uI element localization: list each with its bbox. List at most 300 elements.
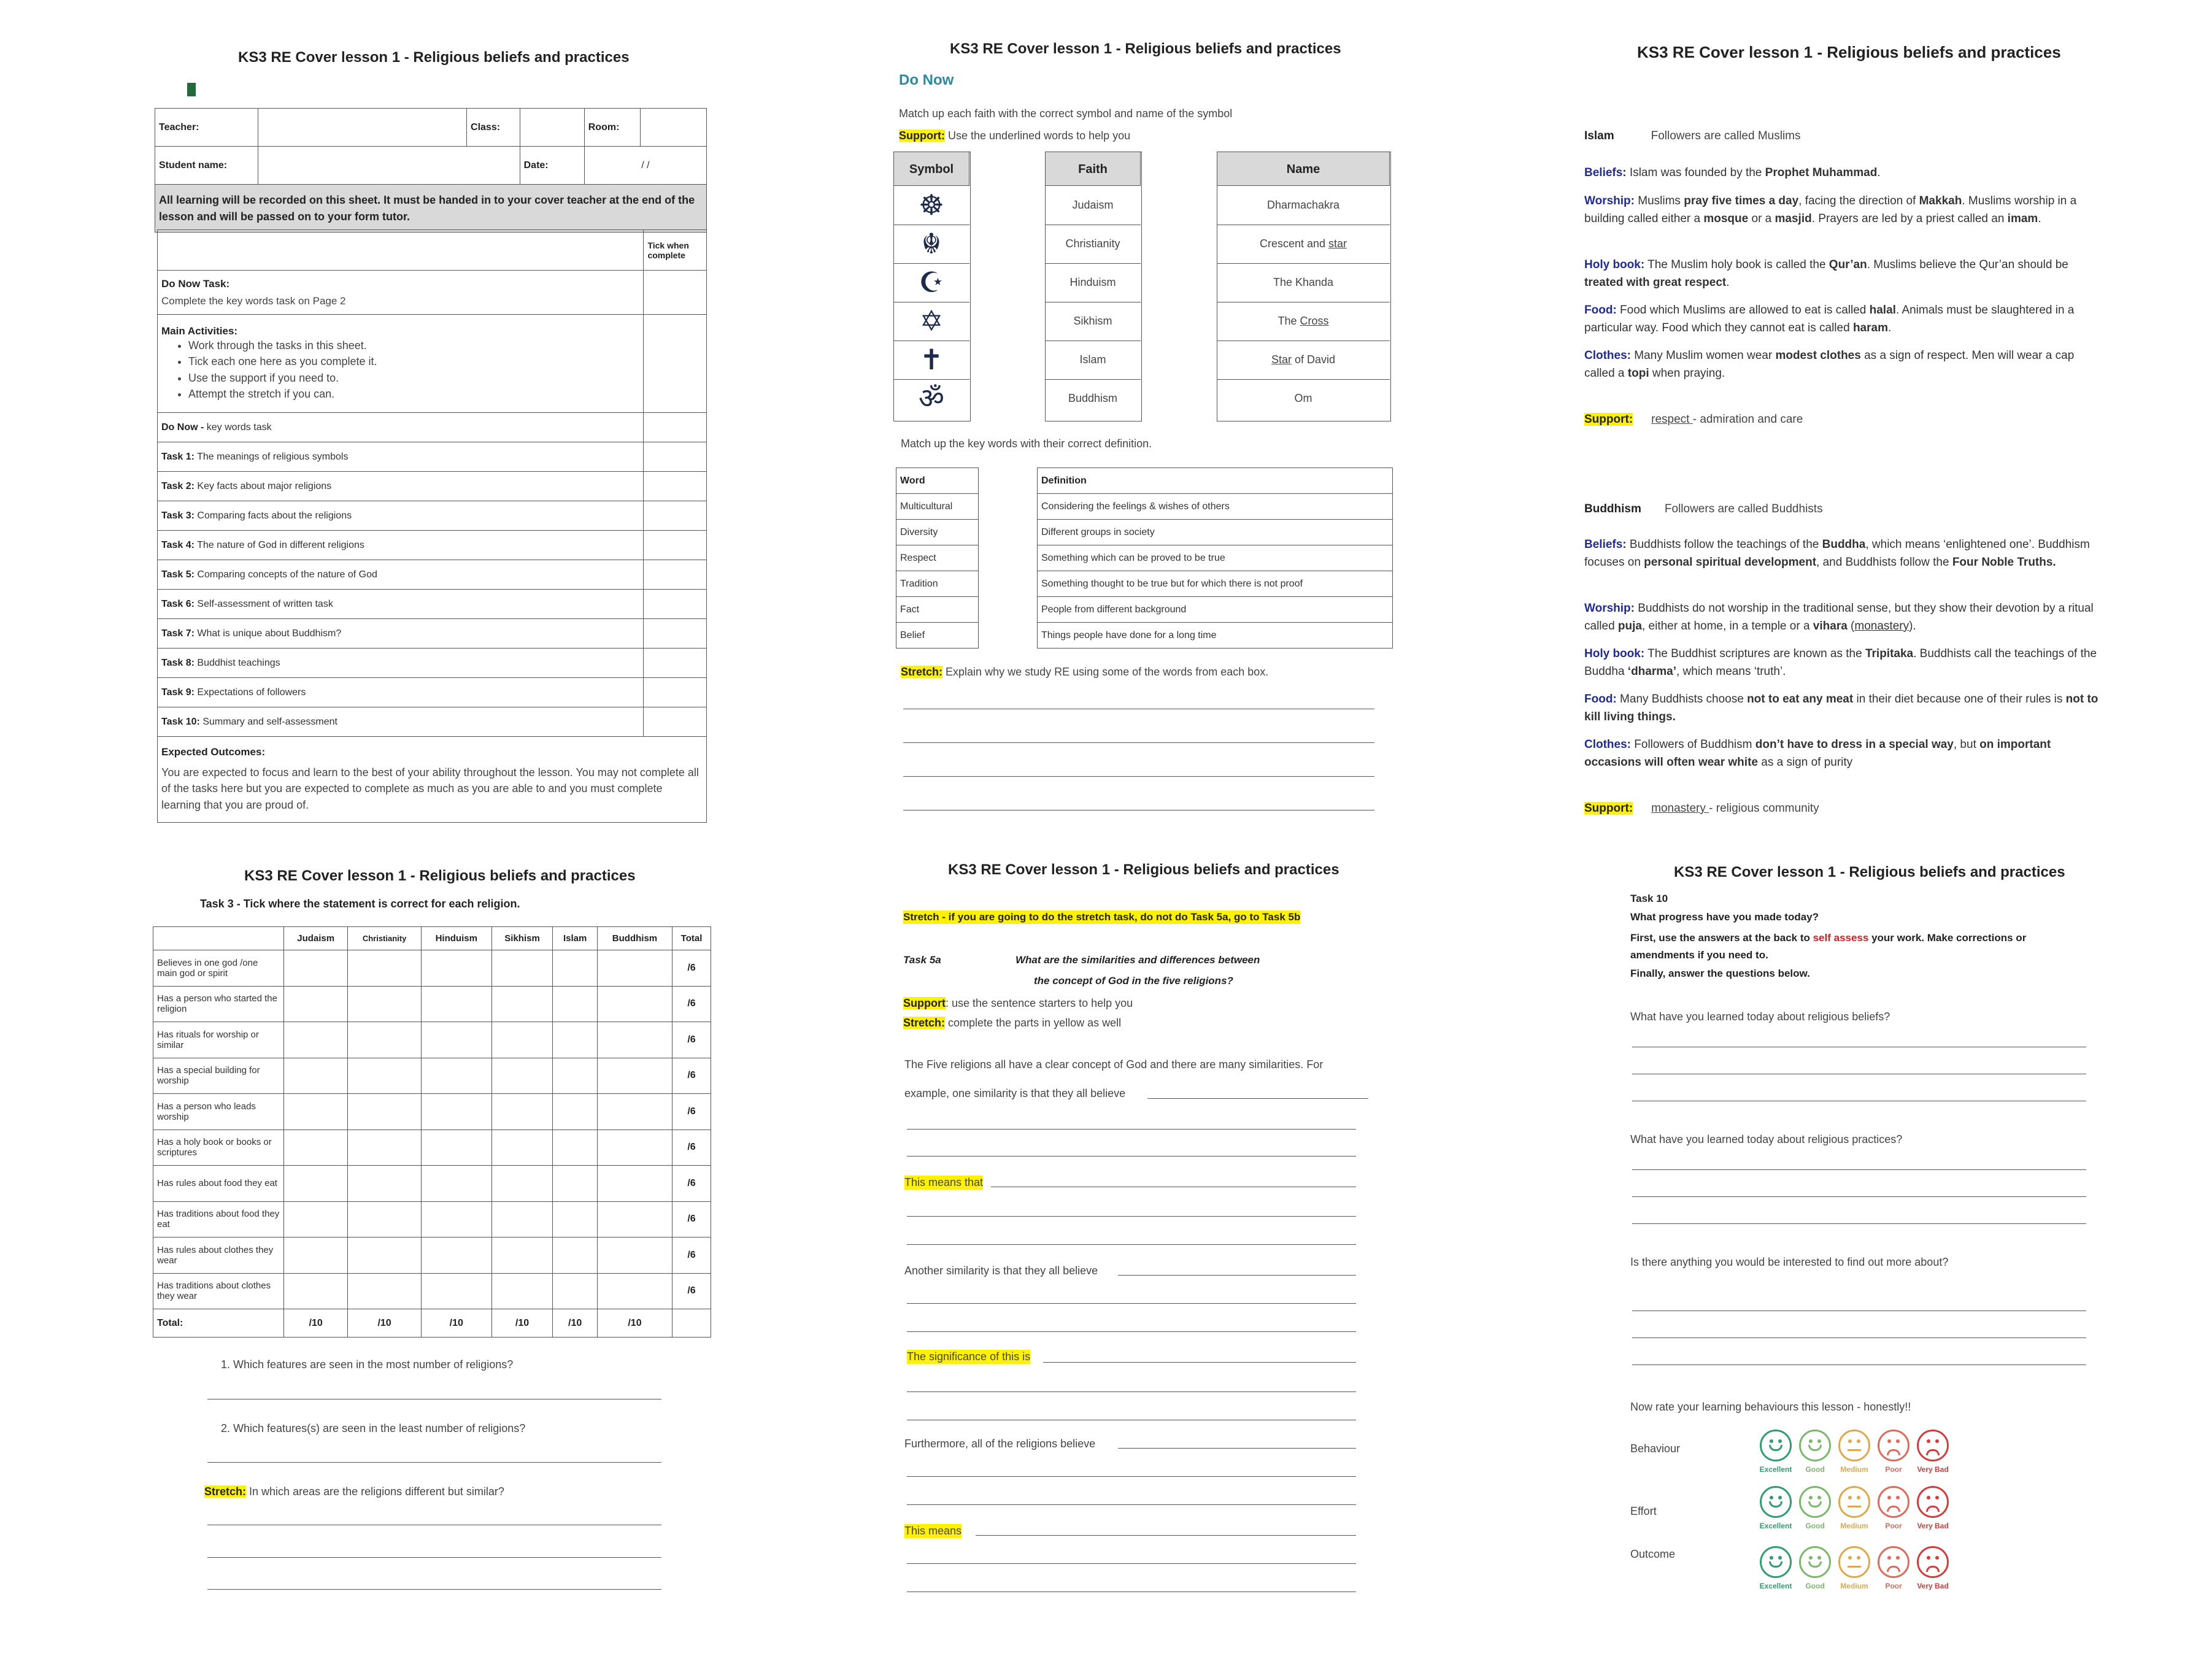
rating-label: Good [1805, 1465, 1825, 1474]
column-total: /10 [491, 1309, 553, 1338]
sentence-starter-5: This means [904, 1524, 961, 1538]
column-total: /10 [284, 1309, 348, 1338]
tick-box[interactable] [644, 707, 707, 737]
tick-cell[interactable] [553, 1058, 598, 1094]
support-label: Support: [1584, 413, 1633, 426]
cover-details-table [155, 108, 707, 233]
very-bad-face-icon[interactable] [1917, 1486, 1949, 1518]
answer-line[interactable] [907, 1391, 1356, 1392]
buddhism-worship: Worship: Buddhists do not worship in the traditional sense, but they show their devotion by a ritual called puja, either at home, in a temple or a vihara (monastery). [1584, 602, 2094, 633]
criterion-cell: Has traditions about clothes they wear [153, 1273, 284, 1309]
task-text: Key facts about major religions [197, 480, 332, 491]
tick-box[interactable] [644, 619, 707, 649]
definition-cell: Something which can be proved to be true [1038, 545, 1393, 571]
column-total: /10 [421, 1309, 491, 1338]
intro-line-2: example, one similarity is that they all believe [904, 1087, 1126, 1099]
support-label: Support [903, 997, 946, 1009]
answer-line[interactable] [1118, 1448, 1356, 1449]
answer-line[interactable] [907, 1216, 1356, 1217]
intro-line-1: The Five religions all have a clear concept of God and there are many similarities. For [904, 1058, 1324, 1071]
finally-instruction: Finally, answer the questions below. [1630, 968, 1810, 979]
stretch-banner: Stretch - if you are going to do the stretch task, do not do Task 5a, go to Task 5b [903, 910, 1300, 924]
very-bad-face-icon[interactable] [1917, 1430, 1949, 1461]
medium-face-icon[interactable] [1838, 1546, 1870, 1578]
sentence-starter-3: The significance of this is [907, 1350, 1030, 1364]
notice-banner: All learning will be recorded on this sheet. It must be handed in to your cover teacher at the end of the lesson and will be passed on to your form tutor. [155, 185, 707, 233]
task-label: Task 5: [161, 569, 195, 580]
answer-line[interactable] [907, 1504, 1356, 1505]
tick-cell[interactable] [553, 1130, 598, 1166]
answer-line[interactable] [207, 1557, 661, 1558]
islam-worship: Worship: Muslims pray five times a day, facing the direction of Makkah. Muslims worship in a building called either a mosque or a masjid. Prayers are led by a priest called an imam. [1584, 194, 2077, 225]
task-label: Task 10: [161, 716, 200, 727]
criterion-cell: Has a person who leads worship [153, 1094, 284, 1130]
column-total: /10 [553, 1309, 598, 1338]
criterion-cell: Has rules about clothes they wear [153, 1238, 284, 1274]
tick-cell[interactable] [284, 1238, 348, 1274]
answer-line[interactable] [1632, 1223, 2086, 1224]
task-label: Task 1: [161, 451, 195, 462]
column-total: /10 [597, 1309, 672, 1338]
cross-icon: ✝ [893, 341, 969, 380]
task-text: The meanings of religious symbols [197, 451, 349, 462]
tick-box[interactable] [644, 501, 707, 531]
rating-label: Good [1805, 1522, 1825, 1530]
tick-box[interactable] [644, 590, 707, 619]
tick-cell[interactable] [553, 1166, 598, 1202]
task-label: Task 4: [161, 539, 195, 550]
task-question-line-1: What are the similarities and differences between [1015, 954, 1260, 966]
tick-cell[interactable] [284, 950, 348, 987]
criterion-cell: Has a person who started the religion [153, 986, 284, 1022]
symbol-header: Symbol [893, 152, 969, 186]
task-label: Task 6: [161, 598, 195, 609]
answer-line[interactable] [903, 776, 1374, 777]
column-header: Sikhism [491, 927, 553, 950]
tick-box[interactable] [644, 442, 707, 472]
stretch-text: In which areas are the religions different but similar? [249, 1485, 504, 1498]
tick-cell[interactable] [284, 1130, 348, 1166]
list-item: • Work through the tasks in this sheet. [188, 337, 639, 353]
bookmark-icon [187, 83, 196, 96]
word-cell: Diversity [896, 520, 979, 545]
tick-cell[interactable] [491, 1094, 553, 1130]
star-of-david-icon: ✡ [893, 302, 969, 341]
stretch-text: Explain why we study RE using some of the words from each box. [946, 666, 1269, 678]
word-cell: Belief [896, 623, 979, 649]
rating-row-label: Behaviour [1630, 1442, 1681, 1455]
tick-cell[interactable] [553, 950, 598, 987]
self-assess-instruction-2: amendments if you need to. [1630, 949, 1768, 961]
criterion-cell: Has rituals for worship or similar [153, 1022, 284, 1058]
task-text: Buddhist teachings [197, 657, 280, 668]
rating-label: Excellent [1759, 1582, 1792, 1590]
om-icon: ॐ [919, 382, 944, 414]
tick-cell[interactable] [597, 1166, 672, 1202]
tick-cell[interactable] [421, 950, 491, 987]
question-beliefs: What have you learned today about religious beliefs? [1630, 1010, 1890, 1023]
row-total: /6 [672, 1166, 711, 1202]
buddhism-name: Buddhism [1584, 502, 1641, 515]
tick-cell[interactable] [597, 950, 672, 987]
task-3-instruction: Task 3 - Tick where the statement is correct for each religion. [200, 898, 520, 910]
support-label: Support: [899, 129, 945, 142]
rating-label: Medium [1840, 1582, 1868, 1590]
rate-instruction: Now rate your learning behaviours this lesson - honestly!! [1630, 1401, 1911, 1413]
task-text: Expectations of followers [197, 687, 306, 698]
buddhism-clothes: Clothes: Followers of Buddhism don’t have to dress in a special way, but on important occasions will often wear white as a sign of purity [1584, 738, 2051, 769]
tick-box[interactable] [644, 315, 707, 413]
sentence-starter-2: Another similarity is that they all believe [904, 1264, 1098, 1277]
column-total: /10 [348, 1309, 421, 1338]
tick-cell[interactable] [348, 1273, 421, 1309]
task-label: Task 3: [161, 510, 195, 521]
progress-question: What progress have you made today? [1630, 911, 1819, 923]
task-text: key words task [206, 421, 272, 433]
main-activities-list [161, 337, 639, 401]
name-cell: Dharmachakra [1217, 186, 1390, 225]
tick-cell[interactable] [284, 1094, 348, 1130]
self-assess-instruction: First, use the answers at the back to self assess your work. Make corrections or [1630, 932, 2027, 944]
tick-cell[interactable] [491, 950, 553, 987]
support-definition: - religious community [1709, 802, 1819, 815]
stretch-text: complete the parts in yellow as well [948, 1017, 1122, 1029]
tick-cell[interactable] [553, 1238, 598, 1274]
dharmachakra-icon: ☸ [893, 186, 969, 225]
class-field[interactable] [520, 109, 584, 147]
rating-label: Medium [1840, 1522, 1868, 1530]
tick-cell[interactable] [421, 1058, 491, 1094]
tick-cell[interactable] [284, 1201, 348, 1238]
buddhism-holy-book: Holy book: The Buddhist scriptures are known as the Tripitaka. Buddhists call the teachings of the Buddha ‘dharma’, which means ‘truth’. [1584, 647, 2097, 678]
answer-line[interactable] [907, 1129, 1356, 1130]
answer-line[interactable] [907, 1156, 1356, 1157]
page-title: KS3 RE Cover lesson 1 - Religious beliefs and practices [238, 49, 630, 66]
tick-cell[interactable] [348, 950, 421, 987]
task-text: What is unique about Buddhism? [197, 628, 342, 639]
column-header: Islam [553, 927, 598, 950]
faith-header: Faith [1045, 152, 1141, 186]
tick-cell[interactable] [284, 1166, 348, 1202]
name-cell: The Cross [1217, 302, 1390, 341]
tick-cell[interactable] [597, 1201, 672, 1238]
tick-box[interactable] [644, 271, 707, 315]
tick-cell[interactable] [491, 1238, 553, 1274]
teacher-field[interactable] [258, 109, 467, 147]
buddhism-followers: Followers are called Buddhists [1664, 502, 1823, 515]
answer-line[interactable] [907, 1303, 1356, 1304]
tick-cell[interactable] [421, 1130, 491, 1166]
answer-line[interactable] [1632, 1169, 2086, 1170]
criterion-cell: Has a special building for worship [153, 1058, 284, 1094]
criterion-cell: Believes in one god /one main god or spirit [153, 950, 284, 987]
stretch-label: Stretch: [903, 1017, 946, 1029]
row-total: /6 [672, 1238, 711, 1274]
task-question-line-2: the concept of God in the five religions? [1034, 975, 1233, 987]
rating-label: Poor [1885, 1465, 1902, 1474]
rating-row-label: Outcome [1630, 1548, 1676, 1560]
task-label: Task 7: [161, 628, 195, 639]
support-word: respect [1651, 413, 1693, 426]
answer-line[interactable] [976, 1535, 1356, 1536]
tick-cell[interactable] [348, 1058, 421, 1094]
tick-box[interactable] [644, 413, 707, 442]
word-table [896, 468, 979, 649]
row-total: /6 [672, 950, 711, 987]
task-label: Task 5a [903, 954, 941, 966]
tick-cell[interactable] [597, 986, 672, 1022]
stretch-label: Stretch: [901, 666, 943, 678]
tick-cell[interactable] [553, 1094, 598, 1130]
tick-cell[interactable] [491, 1130, 553, 1166]
comparison-table [153, 926, 711, 1338]
list-item: • Tick each one here as you complete it. [188, 353, 639, 369]
outcomes-title: Expected Outcomes: [161, 746, 266, 758]
criterion-cell: Has rules about food they eat [153, 1166, 284, 1202]
date-field[interactable]: / / [584, 147, 706, 185]
column-header: Judaism [284, 927, 348, 950]
row-total: /6 [672, 986, 711, 1022]
answer-line[interactable] [1043, 1362, 1356, 1363]
definition-cell: Something thought to be true but for which there is not proof [1038, 571, 1393, 597]
tick-cell[interactable] [348, 986, 421, 1022]
stretch-label: Stretch: [204, 1485, 247, 1498]
answer-line[interactable] [1632, 1196, 2086, 1197]
page-title: KS3 RE Cover lesson 1 - Religious beliefs and practices [1637, 43, 2061, 61]
row-total: /6 [672, 1130, 711, 1166]
room-field[interactable] [641, 109, 707, 147]
answer-line[interactable] [1118, 1275, 1356, 1276]
support-label: Support: [1584, 802, 1633, 815]
answer-line[interactable] [1147, 1098, 1368, 1099]
definition-table [1037, 468, 1393, 649]
answer-line[interactable] [207, 1462, 661, 1463]
tick-cell[interactable] [348, 1238, 421, 1274]
buddhism-beliefs: Beliefs: Buddhists follow the teachings of the Buddha, which means ‘enlightened one’. Buddhism focuses on personal spiritual development, and Buddhists follow the Four Noble Truths. [1584, 538, 2090, 569]
poor-face-icon[interactable] [1878, 1486, 1909, 1518]
tick-cell[interactable] [421, 1166, 491, 1202]
tick-box[interactable] [644, 531, 707, 560]
rating-label: Medium [1840, 1465, 1868, 1474]
poor-face-icon[interactable] [1878, 1546, 1909, 1578]
class-label: Class: [467, 109, 520, 147]
task-text: Comparing concepts of the nature of God [197, 569, 377, 580]
support-text: Use the underlined words to help you [948, 129, 1131, 142]
good-face-icon[interactable] [1799, 1546, 1831, 1578]
tick-cell[interactable] [284, 1058, 348, 1094]
good-face-icon[interactable] [1799, 1486, 1831, 1518]
instruction-symbols: Match up each faith with the correct symbol and name of the symbol [899, 107, 1233, 120]
instruction-keywords: Match up the key words with their correct definition. [901, 437, 1152, 450]
question-interests: Is there anything you would be interested to find out more about? [1630, 1256, 1949, 1268]
rating-label: Good [1805, 1582, 1825, 1590]
tick-cell[interactable] [348, 1201, 421, 1238]
answer-line[interactable] [907, 1244, 1356, 1245]
rating-label: Very Bad [1917, 1522, 1949, 1530]
islam-food: Food: Food which Muslims are allowed to eat is called halal. Animals must be slaughtered in a particular way. Food which they cannot eat is called haram. [1584, 304, 2075, 334]
task-text: Summary and self-assessment [202, 716, 337, 727]
tick-box[interactable] [644, 472, 707, 501]
tick-cell[interactable] [421, 1022, 491, 1058]
faith-cell: Hinduism [1045, 263, 1141, 302]
medium-face-icon[interactable] [1838, 1430, 1870, 1461]
faith-cell: Buddhism [1068, 392, 1118, 404]
name-cell: Om [1294, 392, 1312, 404]
answer-line[interactable] [907, 1476, 1356, 1477]
tick-cell[interactable] [553, 1201, 598, 1238]
answer-line[interactable] [207, 1589, 661, 1590]
criterion-cell: Has a holy book or books or scriptures [153, 1130, 284, 1166]
word-cell: Fact [896, 597, 979, 623]
criterion-cell: Has traditions about food they eat [153, 1201, 284, 1238]
rating-label: Poor [1885, 1522, 1902, 1530]
tick-cell[interactable] [421, 1094, 491, 1130]
tick-cell[interactable] [597, 1058, 672, 1094]
support-word: monastery [1651, 802, 1709, 815]
word-cell: Respect [896, 545, 979, 571]
medium-face-icon[interactable] [1838, 1486, 1870, 1518]
task-label: Task 10 [1630, 893, 1668, 904]
column-header: Christianity [348, 927, 421, 950]
word-header: Word [896, 468, 979, 494]
tick-cell[interactable] [421, 1201, 491, 1238]
tick-cell[interactable] [491, 1058, 553, 1094]
tick-box[interactable] [644, 560, 707, 590]
student-name-field[interactable] [258, 147, 520, 185]
task-label: Task 8: [161, 657, 195, 668]
grand-total-cell[interactable] [672, 1309, 711, 1338]
crescent-star-icon: ☪ [893, 263, 969, 302]
definition-cell: Different groups in society [1038, 520, 1393, 545]
do-now-title: Do Now Task: [161, 277, 230, 290]
tick-cell[interactable] [491, 1201, 553, 1238]
tick-cell[interactable] [421, 986, 491, 1022]
tick-cell[interactable] [597, 1094, 672, 1130]
column-header: Buddhism [597, 927, 672, 950]
student-name-label: Student name: [155, 147, 258, 185]
row-total: /6 [672, 1022, 711, 1058]
khanda-icon: ☬ [893, 225, 969, 264]
task-label: Do Now - [161, 421, 204, 433]
page-title: KS3 RE Cover lesson 1 - Religious beliefs and practices [1674, 864, 2065, 880]
islam-beliefs: Beliefs: Islam was founded by the Prophet Muhammad. [1584, 166, 1881, 179]
name-cell: Crescent and star [1217, 225, 1390, 264]
rating-label: Excellent [1759, 1522, 1792, 1530]
tick-cell[interactable] [491, 986, 553, 1022]
support-definition: - admiration and care [1692, 413, 1803, 426]
tick-cell[interactable] [491, 1166, 553, 1202]
page-title: KS3 RE Cover lesson 1 - Religious beliefs and practices [948, 861, 1339, 878]
tick-box[interactable] [644, 678, 707, 707]
definition-cell: Things people have done for a long time [1038, 623, 1393, 649]
task-label: Task 2: [161, 480, 195, 491]
tick-cell[interactable] [284, 986, 348, 1022]
row-total: /6 [672, 1058, 711, 1094]
column-header: Total [672, 927, 711, 950]
tick-cell[interactable] [348, 1094, 421, 1130]
excellent-face-icon[interactable] [1760, 1486, 1792, 1518]
tick-cell[interactable] [284, 1273, 348, 1309]
name-cell: Star of David [1217, 341, 1390, 380]
faith-cell: Judaism [1045, 186, 1141, 225]
teacher-label: Teacher: [155, 109, 258, 147]
page-title: KS3 RE Cover lesson 1 - Religious beliefs and practices [950, 40, 1341, 57]
faith-cell: Sikhism [1045, 302, 1141, 341]
sentence-starter-1: This means that [904, 1176, 983, 1190]
tick-cell[interactable] [348, 1022, 421, 1058]
faith-cell: Islam [1045, 341, 1141, 380]
task-text: Self-assessment of written task [197, 598, 333, 609]
answer-line[interactable] [907, 1563, 1356, 1564]
do-now-text: Complete the key words task on Page 2 [161, 294, 346, 307]
tick-cell[interactable] [421, 1273, 491, 1309]
islam-followers: Followers are called Muslims [1651, 129, 1801, 142]
tick-cell[interactable] [597, 1022, 672, 1058]
rating-label: Very Bad [1917, 1465, 1949, 1474]
sentence-starter-4: Furthermore, all of the religions believe [904, 1438, 1096, 1450]
tick-cell[interactable] [597, 1238, 672, 1274]
list-item: • Use the support if you need to. [188, 370, 639, 386]
support-text: : use the sentence starters to help you [946, 997, 1133, 1009]
tick-cell[interactable] [284, 1022, 348, 1058]
tick-cell[interactable] [348, 1166, 421, 1202]
tick-cell[interactable] [553, 1273, 598, 1309]
poor-face-icon[interactable] [1878, 1430, 1909, 1461]
room-label: Room: [584, 109, 640, 147]
page-title: KS3 RE Cover lesson 1 - Religious beliefs and practices [244, 868, 636, 884]
row-total: /6 [672, 1094, 711, 1130]
row-total: /6 [672, 1201, 711, 1238]
excellent-face-icon[interactable] [1760, 1546, 1792, 1578]
column-header: Hinduism [421, 927, 491, 950]
good-face-icon[interactable] [1799, 1430, 1831, 1461]
task-checklist-table [157, 229, 707, 823]
faith-cell: Christianity [1045, 225, 1141, 264]
word-cell: Tradition [896, 571, 979, 597]
question-1: 1. Which features are seen in the most number of religions? [221, 1358, 514, 1371]
rating-row-label: Effort [1630, 1505, 1657, 1517]
question-practices: What have you learned today about religious practices? [1630, 1133, 1903, 1145]
list-item: • Attempt the stretch if you can. [188, 386, 639, 402]
name-header: Name [1217, 152, 1390, 186]
islam-name: Islam [1584, 129, 1614, 142]
tick-box[interactable] [644, 649, 707, 678]
rating-label: Poor [1885, 1582, 1902, 1590]
very-bad-face-icon[interactable] [1917, 1546, 1949, 1578]
row-total: /6 [672, 1273, 711, 1309]
tick-cell[interactable] [491, 1022, 553, 1058]
definition-header: Definition [1038, 468, 1393, 494]
main-activities-title: Main Activities: [161, 325, 238, 337]
task-text: Comparing facts about the religions [197, 510, 352, 521]
task-label: Task 9: [161, 687, 195, 698]
tick-cell[interactable] [491, 1273, 553, 1309]
tick-cell[interactable] [597, 1273, 672, 1309]
tick-cell[interactable] [421, 1238, 491, 1274]
word-cell: Multicultural [896, 494, 979, 520]
date-label: Date: [520, 147, 584, 185]
tick-cell[interactable] [553, 986, 598, 1022]
task-text: The nature of God in different religions [197, 539, 364, 550]
islam-holy-book: Holy book: The Muslim holy book is called the Qur’an. Muslims believe the Qur’an should be treated with great respect. [1584, 258, 2068, 289]
answer-line[interactable] [907, 1331, 1356, 1332]
tick-cell[interactable] [348, 1130, 421, 1166]
tick-cell[interactable] [597, 1130, 672, 1166]
excellent-face-icon[interactable] [1760, 1430, 1792, 1461]
answer-line[interactable] [903, 742, 1374, 743]
name-cell: The Khanda [1217, 263, 1390, 302]
tick-cell[interactable] [553, 1022, 598, 1058]
